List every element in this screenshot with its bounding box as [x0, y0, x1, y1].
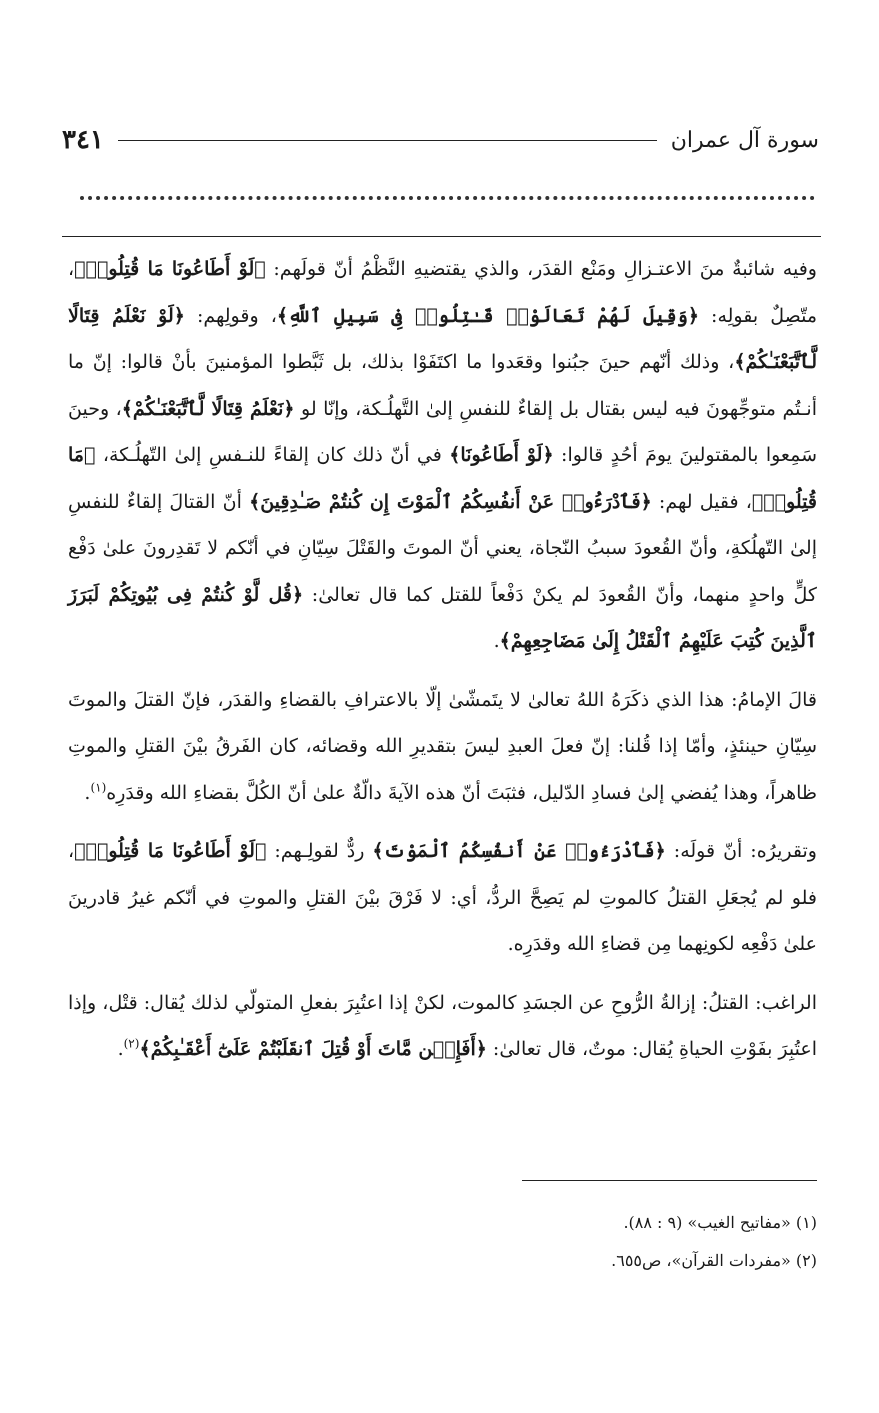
main-rule: [62, 236, 821, 237]
quran-verse: ﴿وَقِيلَ لَهُمْ تَعَالَوْا۟ قَـٰتِلُوا۟ فِى سَبِيلِ ٱللَّهِ﴾: [276, 304, 699, 327]
footnote-rule: [522, 1180, 817, 1181]
quran-verse: ﴿لَوْ أَطَاعُونَا مَا قُتِلُوا۟﴾: [74, 258, 266, 280]
footnote-1: (١) «مفاتيح الغيب» (٩ : ٨٨).: [623, 1213, 817, 1232]
quran-verse: ﴿لَوْ أَطَاعُونَا﴾: [449, 444, 554, 466]
text-run: الراغب: القتلُ: إزالةُ الرُّوحِ عن الجسَدِ كالموت، لكنْ إذا اعتُبِرَ بفعلِ المتولّي لذلك يُقال: قتْل، وإذا اعتُبِرَ بفَوْتِ الحياةِ يُقال: موتٌ، قال تعالىٰ:: [68, 991, 817, 1060]
text-run: أنّ القتالَ إلقاءٌ للنفسِ إلىٰ التّهلُكةِ، وأنّ القُعودَ سببُ النّجاة، يعني أنّ الموتَ والقَتْلَ سِيّانِ في أنّكم لا تَقدِرونَ علىٰ دَفْع كلٍّ واحدٍ منهما، وأنّ القُعودَ لم يكنْ دَفْعاً للقتل كما قال تعالىٰ:: [68, 490, 817, 606]
footnote-ref: (٢): [123, 1036, 140, 1051]
text-run: .: [84, 781, 91, 804]
text-run: ، متّصِلٌ بقولِه:: [68, 258, 817, 327]
paragraph-1: [68, 246, 817, 665]
footnotes: [68, 1204, 817, 1280]
footnote-ref: (١): [90, 780, 107, 795]
quran-verse: ﴿لَوْ أَطَاعُونَا مَا قُتِلُوا۟﴾: [74, 840, 267, 862]
quran-verse: ﴿نَعْلَمُ قِتَالًا لَّٱتَّبَعْنَـٰكُمْ﴾: [121, 397, 295, 420]
text-run: ردٌّ لقولِـهم:: [266, 840, 373, 862]
text-run: ، فلو لم يُجعَلِ القتلُ كالموتِ لم يَصِحَّ الردُّ، أي: لا فَرْقَ بيْنَ القتلِ والموتِ في أنّكم غيرُ قادرينَ علىٰ دَفْعِه لكونِهما مِن قضاءِ الله وقدَرِه.: [68, 840, 817, 955]
text-run: .: [493, 630, 500, 652]
text-run: وفيه شائبةٌ منَ الاعتـزالِ ومَنْع القدَر، والذي يقتضيهِ النَّظْمُ أنّ قولَهم:: [265, 258, 817, 280]
quran-verse: ﴿فَٱدْرَءُوا۟ عَنْ أَنفُسِكُمُ ٱلْمَوْتَ﴾: [372, 840, 666, 862]
text-run: .: [117, 1038, 124, 1060]
quran-verse: ﴿لَوْ نَعْلَمُ قِتَالًا لَّٱتَّبَعْنَـٰكُمْ﴾: [68, 304, 817, 373]
footnote-2: (٢) «مفردات القرآن»، ص٦٥٥.: [611, 1251, 817, 1270]
text-run: ، وحينَ سَمِعوا بالمقتولينَ يومَ أحُدٍ قالوا:: [68, 397, 817, 466]
dotted-separator: [80, 196, 815, 214]
header-rule: [118, 140, 657, 141]
paragraph-4: [68, 980, 817, 1073]
quran-verse: ﴿أَفَإِي۟ن مَّاتَ أَوْ قُتِلَ ٱنقَلَبْتُمْ عَلَىٰٓ أَعْقَـٰبِكُمْ﴾: [139, 1038, 487, 1060]
paragraph-3: [68, 828, 817, 968]
main-text: [68, 246, 817, 1085]
text-run: ، فقيل لهم:: [651, 490, 752, 513]
text-run: وتقريرُه: أنّ قولَه:: [665, 840, 817, 862]
quran-verse: ﴿قُل لَّوْ كُنتُمْ فِى بُيُوتِكُمْ لَبَرَزَ ٱلَّذِينَ كُتِبَ عَلَيْهِمُ ٱلْقَتْلُ إِلَىٰ مَضَاجِعِهِمْ﴾: [68, 583, 817, 652]
quran-verse: ﴿فَٱدْرَءُوا۟ عَنْ أَنفُسِكُمُ ٱلْمَوْتَ إِن كُنتُمْ صَـٰدِقِينَ﴾: [249, 490, 652, 513]
text-run: ، وقولِهم:: [184, 304, 277, 327]
text-run: في أنّ ذلك كان إلقاءً للنـفسِ إلىٰ التّهلُـكة،: [95, 444, 450, 466]
paragraph-2: [68, 677, 817, 817]
page-header: [62, 118, 819, 162]
text-run: قالَ الإمامُ: هذا الذي ذكَرَهُ اللهُ تعالىٰ لا يتَمشّىٰ إلّا بالاعترافِ بالقضاءِ والقدَر، فإنّ القتلَ والموتَ سِيّانِ حينئذٍ، وأمّا إذا قُلنا: إنّ فعلَ العبدِ ليسَ بتقديرِ الله وقضائه، كان الفَرقُ بيْنَ القتلِ والموتِ ظاهراً، وهذا يُفضي إلىٰ فسادِ الدّليل، فثبَتَ أنّ هذه الآيةَ دالّةٌ علىٰ أنّ الكُلَّ بقضاءِ الله وقدَرِه: [68, 688, 817, 804]
quran-verse: ﴿مَا قُتِلُوا۟﴾: [68, 444, 817, 513]
surah-name: سورة آل عمران: [670, 127, 819, 153]
text-run: ، وذلك أنّهم حينَ جبُنوا وقعَدوا ما اكتَفَوْا بذلك، بل ثَبَّطوا المؤمنينَ بأنْ قالوا: إنّ ما أنـتُم متوجِّهونَ فيه ليس بقتال بل إلقاءٌ للنفسِ إلىٰ التَّهلُـكة، وإنّا لو: [68, 351, 817, 420]
page-number: ٣٤١: [62, 125, 104, 155]
